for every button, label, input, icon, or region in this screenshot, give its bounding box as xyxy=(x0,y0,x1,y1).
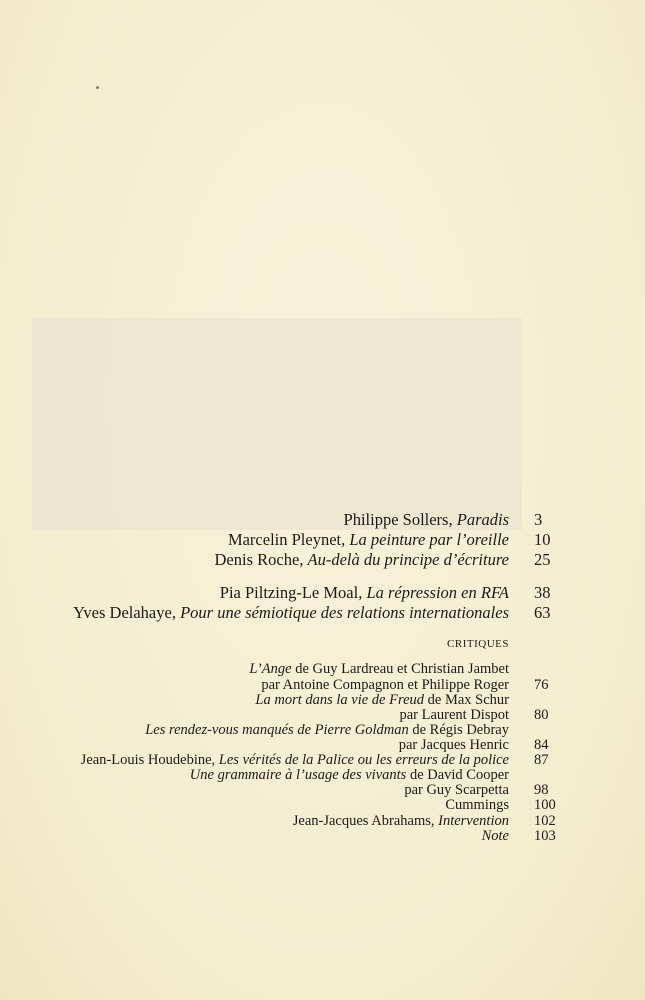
critique-page: 100 xyxy=(534,797,556,813)
critique-line xyxy=(0,828,645,848)
critique-title: La mort dans la vie de Freud xyxy=(255,692,425,708)
critique-title: Note xyxy=(481,828,509,844)
entry-title: Pour une sémiotique des relations internationales xyxy=(180,603,509,622)
entry-title: La répression en RFA xyxy=(366,583,509,602)
critique-text: Cummings xyxy=(445,797,509,813)
entry-page: 25 xyxy=(534,550,551,569)
critique-text: par Laurent Dispot xyxy=(399,707,509,723)
critique-page: 103 xyxy=(534,828,556,844)
critique-text: de David Cooper xyxy=(406,767,509,783)
entry-author: Denis Roche, xyxy=(214,550,308,569)
toc-entry xyxy=(0,530,645,550)
critique-text: par Guy Scarpetta xyxy=(404,782,509,798)
entry-author: Yves Delahaye, xyxy=(73,603,181,622)
entry-title: Paradis xyxy=(456,510,509,529)
entry-author: Philippe Sollers, xyxy=(343,510,457,529)
critique-text: de Guy Lardreau et Christian Jambet xyxy=(291,661,509,677)
toc-entry xyxy=(0,510,645,530)
critique-text: de Max Schur xyxy=(424,692,509,708)
entry-author: Pia Piltzing-Le Moal, xyxy=(219,583,367,602)
critique-page: 84 xyxy=(534,737,549,753)
entry-title: La peinture par l’oreille xyxy=(349,530,509,549)
critique-page: 76 xyxy=(534,677,549,693)
critique-title: Les rendez-vous manqués de Pierre Goldman xyxy=(145,722,409,738)
critique-page: 87 xyxy=(534,752,549,768)
critique-author: Jean-Louis Houdebine, xyxy=(80,752,219,768)
toc-entry xyxy=(0,603,645,623)
entry-page: 3 xyxy=(534,510,543,529)
critique-title: L’Ange xyxy=(249,661,292,677)
entry-page: 63 xyxy=(534,603,551,622)
entry-page: 38 xyxy=(534,583,551,602)
critique-text: par Antoine Compagnon et Philippe Roger xyxy=(261,677,509,693)
entry-title: Au-delà du principe d’écriture xyxy=(307,550,509,569)
critique-title: Intervention xyxy=(438,813,509,829)
critique-page: 80 xyxy=(534,707,549,723)
critique-page: 98 xyxy=(534,782,549,798)
critique-text: de Régis Debray xyxy=(408,722,509,738)
critique-page: 102 xyxy=(534,813,556,829)
critique-author: Jean-Jacques Abrahams, xyxy=(292,813,439,829)
critique-text: par Jacques Henric xyxy=(398,737,509,753)
entry-author: Marcelin Pleynet, xyxy=(227,530,350,549)
critique-title: Les vérités de la Palice ou les erreurs de la police xyxy=(218,752,509,768)
toc-entry xyxy=(0,550,645,570)
critique-title: Une grammaire à l’usage des vivants xyxy=(189,767,407,783)
toc-entry xyxy=(0,583,645,603)
critiques-heading: CRITIQUES xyxy=(447,638,509,650)
entry-page: 10 xyxy=(534,530,551,549)
